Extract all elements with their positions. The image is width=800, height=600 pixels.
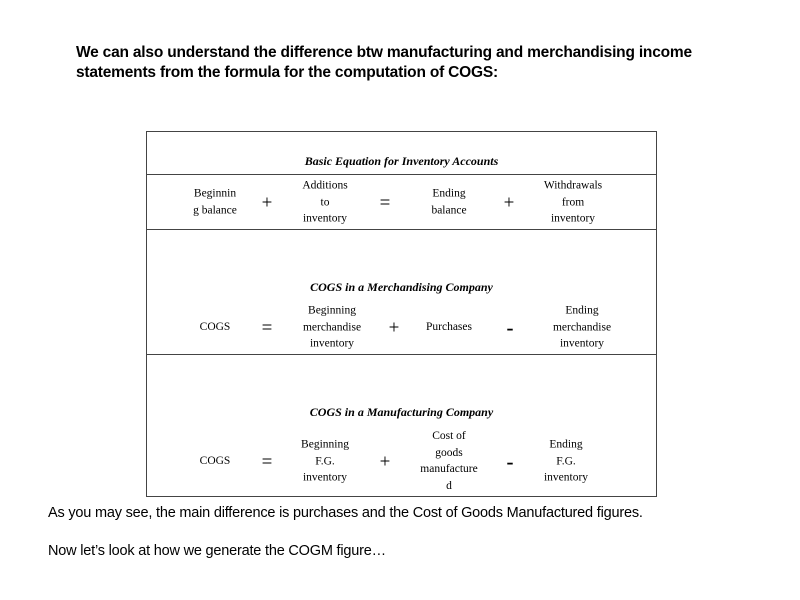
- term-ending-merchandise-inventory: Ending merchandise inventory: [552, 304, 612, 350]
- term-beginning-fg-inventory: Beginning F.G. inventory: [301, 438, 349, 484]
- intro-line-2: statements from the formula for the computation of COGS:: [76, 64, 498, 81]
- outro-text-2: Now let’s look at how we generate the COGM figure…: [48, 543, 386, 559]
- term-purchases: Purchases: [426, 320, 472, 333]
- intro-text: [76, 43, 756, 83]
- section-title-merchandising: COGS in a Merchandising Company: [310, 280, 493, 294]
- term-cogs: COGS: [199, 320, 231, 333]
- minus-operator: -: [506, 449, 514, 474]
- equals-operator: =: [261, 451, 273, 473]
- section-title-basic: Basic Equation for Inventory Accounts: [304, 154, 499, 168]
- divider: [147, 354, 656, 355]
- divider: [147, 229, 656, 230]
- term-ending-balance: Ending balance: [431, 187, 467, 216]
- equals-operator: =: [379, 192, 391, 214]
- plus-operator: +: [261, 192, 273, 214]
- term-cost-of-goods-manufactured: Cost of goods manufacture d: [420, 430, 478, 492]
- term-withdrawals-from-inventory: Withdrawals from inventory: [543, 179, 603, 225]
- plus-operator: +: [503, 192, 515, 214]
- section-title-manufacturing: COGS in a Manufacturing Company: [309, 405, 494, 419]
- equals-operator: =: [261, 317, 273, 339]
- term-ending-fg-inventory: Ending F.G. inventory: [543, 438, 589, 484]
- plus-operator: +: [379, 451, 391, 473]
- outro-text-1: As you may see, the main difference is purchases and the Cost of Goods Manufactured figures.: [48, 505, 643, 521]
- term-additions-to-inventory: Additions to inventory: [302, 179, 348, 225]
- term-beginning-merchandise-inventory: Beginning merchandise inventory: [302, 304, 362, 350]
- intro-line-1: We can also understand the difference btw manufacturing and merchandising income: [76, 44, 692, 61]
- cogs-equation-table: [146, 131, 657, 497]
- minus-operator: -: [506, 315, 514, 340]
- divider: [147, 174, 656, 175]
- plus-operator: +: [388, 317, 400, 339]
- term-beginning-balance: Beginnin g balance: [193, 187, 237, 216]
- term-cogs: COGS: [199, 454, 231, 467]
